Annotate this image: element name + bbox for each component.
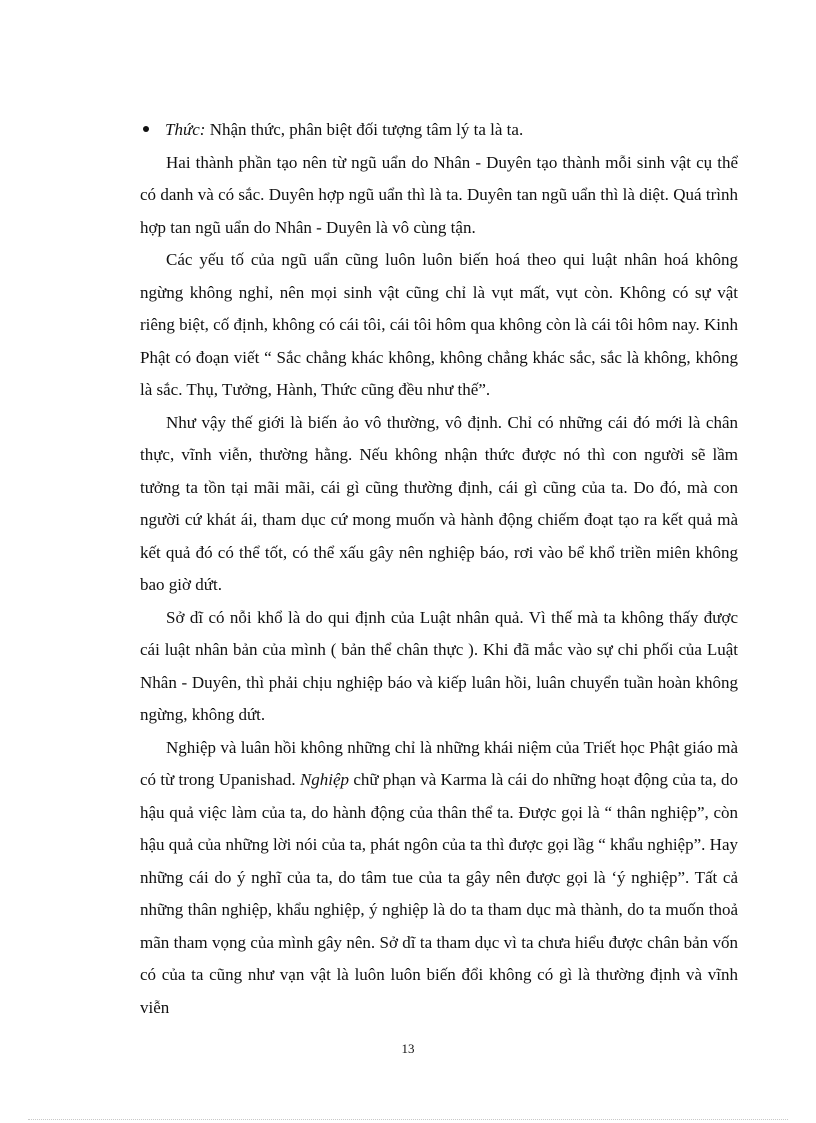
- bullet-text: Nhận thức, phân biệt đối tượng tâm lý ta là ta.: [205, 120, 524, 139]
- page-number: 13: [401, 1041, 415, 1056]
- bullet-item-thuc: [140, 114, 738, 147]
- paragraph-5-rest: chữ phạn và Karma là cái do những hoạt động của ta, do hậu quả việc làm của ta, do hành động của thân thể ta. Được gọi là “ thân nghiệp”, còn hậu quả của những lời nói của ta, phát ngôn của ta thì được gọi lầg “ khẩu nghiệp”. Hay những cái do ý nghĩ của ta, do tâm tue của ta gây nên được gọi là ‘ý nghiệp”. Tất cả những thân nghiệp, khẩu nghiệp, ý nghiệp là do ta tham dục mà thành, do ta muốn thoả mãn tham vọng của mình gây nên. Sở dĩ ta tham dục vì ta chưa hiểu được chân bản vốn có của ta cũng như vạn vật là luôn luôn biến đổi không có gì là thường định và vĩnh viễn: [140, 770, 738, 1017]
- paragraph-3: Như vậy thế giới là biến ảo vô thường, vô định. Chỉ có những cái đó mới là chân thực, vĩnh viễn, thường hằng. Nếu không nhận thức được nó thì con người sẽ lầm tưởng ta tồn tại mãi mãi, cái gì cũng thường định, cái gì cũng của ta. Do đó, mà con người cứ khát ái, tham dục cứ mong muốn và hành động chiếm đoạt tạo ra kết quả mà kết quả đó có thể tốt, có thể xấu gây nên nghiệp báo, rơi vào bể khổ triền miên không bao giờ dứt.: [140, 412, 738, 594]
- paragraph-4: Sở dĩ có nỗi khổ là do qui định của Luật nhân quả. Vì thế mà ta không thấy được cái luật nhân bản của mình ( bản thể chân thực ). Khi đã mắc vào sự chi phối của Luật Nhân - Duyên, thì phải chịu nghiệp báo và kiếp luân hồi, luân chuyển tuần hoàn không ngừng, không dứt.: [140, 607, 738, 724]
- term-nghiep: Nghiệp: [299, 770, 350, 789]
- paragraph-2: Các yếu tố của ngũ uẩn cũng luôn luôn biến hoá theo qui luật nhân hoá không ngừng không nghỉ, nên mọi sinh vật cũng chỉ là vụt mất, vụt còn. Không có sự vật riêng biệt, cố định, không có cái tôi, cái tôi hôm qua không còn là cái tôi hôm nay. Kinh Phật có đoạn viết “ Sắc chẳng khác không, không chẳng khác sắc, sắc là không, không là sắc. Thụ, Tưởng, Hành, Thức cũng đều như thế”.: [140, 250, 739, 399]
- document-body: [140, 114, 738, 1024]
- bullet-term: Thức:: [165, 120, 206, 139]
- paragraph-5: [140, 732, 738, 1025]
- bullet-icon: [143, 126, 149, 132]
- paragraph-5-intro: Nghiệp và luân hồi không những chỉ là những khái niệm của Triết học Phật giáo mà có từ trong Upanishad.: [140, 737, 738, 789]
- page-bottom-divider: [28, 1119, 788, 1120]
- paragraph-1: Hai thành phần tạo nên từ ngũ uẩn do Nhân - Duyên tạo thành mỗi sinh vật cụ thể có danh và có sắc. Duyên hợp ngũ uẩn thì là ta. Duyên tan ngũ uẩn thì là diệt. Quá trình hợp tan ngũ uẩn do Nhân - Duyên là vô cùng tận.: [140, 152, 738, 237]
